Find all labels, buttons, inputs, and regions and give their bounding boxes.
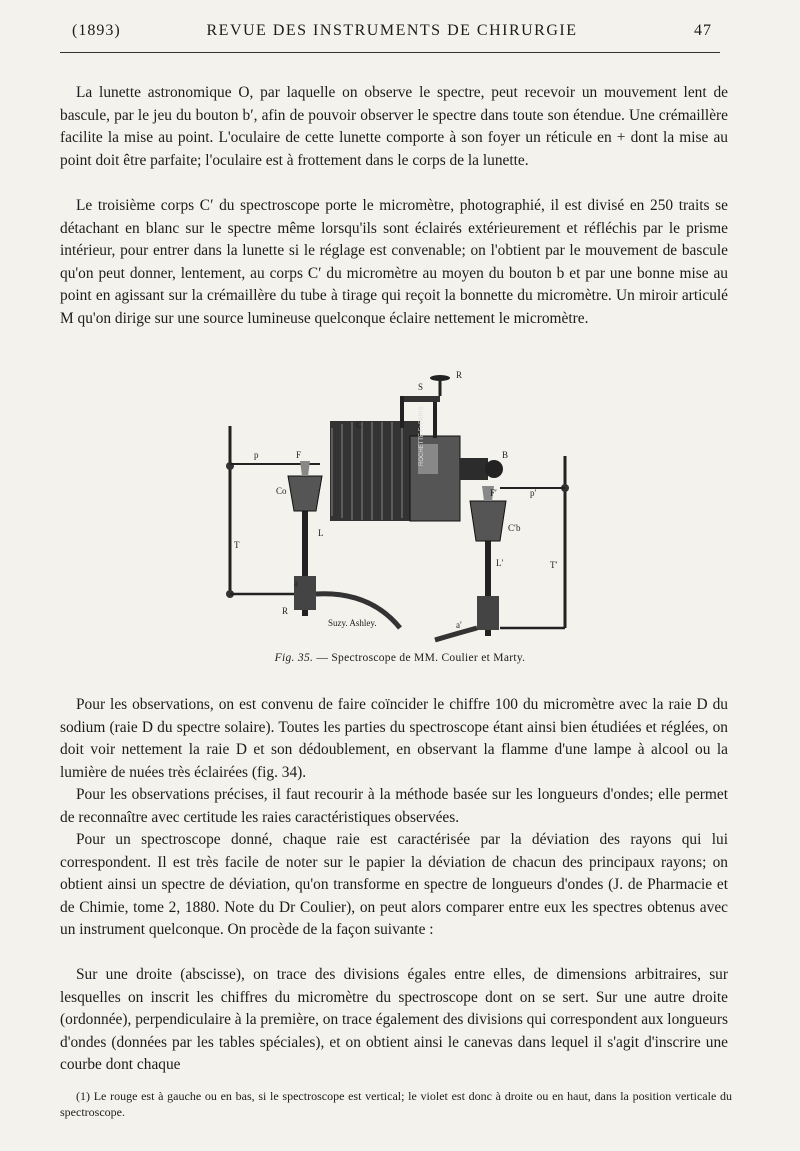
- fig-label-T: T: [234, 540, 240, 550]
- page-number: 47: [694, 22, 712, 39]
- header-year: (1893): [72, 22, 121, 39]
- fig-label-C: C: [356, 420, 363, 430]
- fig-label-T-prime: T′: [550, 560, 558, 570]
- footnote: (1) Le rouge est à gauche ou en bas, si le spectroscope est vertical; le violet est donc à droite ou en haut, dans la position verticale du spectroscope.: [60, 1089, 732, 1119]
- paragraph-spectre-deviation: Pour un spectroscope donné, chaque raie est caractérisée par la déviation des rayons qui lui correspondent. Il est très facile de noter sur le papier la déviation de chacun des principaux rayons; on obtient ainsi un spectre de déviation, qu'on transforme en spectre de longueurs d'ondes (J. de Pharmacie et de Chimie, tome 2, 1880. Note du Dr Coulier), on peut alors comparer entre eux les spectres obtenus avec un instrument quelconque. On procède de la façon suivante :: [60, 831, 728, 939]
- paragraph-observations-precises: Pour les observations précises, il faut recourir à la méthode basée sur les longueurs d'ondes; elle permet de reconnaître avec certitude les raies caractéristiques observées.: [60, 786, 728, 826]
- fig-label-F-prime: F′: [490, 488, 497, 498]
- fig-label-S: S: [418, 382, 424, 392]
- spectroscope-illustration: [220, 366, 580, 646]
- figure-number: Fig. 35.: [274, 652, 314, 664]
- fig-label-L-prime: L′: [496, 558, 504, 568]
- instrument-inscription: ROCHETTE Fr PARIS: [419, 406, 425, 466]
- fig-label-p: p: [254, 450, 259, 460]
- figure-caption: [60, 652, 740, 664]
- fig-label-B: B: [502, 450, 509, 460]
- header-rule: [60, 52, 720, 53]
- fig-label-a: a: [294, 578, 298, 588]
- fig-label-R-lower: R: [282, 606, 289, 616]
- paragraph-lunette: La lunette astronomique O, par laquelle on observe le spectre, peut recevoir un mouvement lent de bascule, par le jeu du bouton b′, afin de pouvoir observer le spectre dans toute son étendue. Une crémaillère facilite la mise au point. L'oculaire de cette lunette comporte à son foyer un réticule en + dont la mise au point doit être parfaite; l'oculaire est à frottement dans le corps de la lunette.: [60, 84, 728, 169]
- paragraph-micrometre: Le troisième corps C′ du spectroscope porte le micromètre, photographié, il est divisé en 250 traits se détachant en blanc sur le spectre même lorsqu'ils sont éclairés extérieurement et réfléchis par le prisme intérieur, pour entrer dans la lunette si le réglage est convenable; on l'obtient par le mouvement de bascule qu'on peut donner, lentement, au corps C′ du micromètre au moyen du bouton b et par une bonne mise au point en agissant sur la crémaillère du tube à tirage qui reçoit la bonnette du micromètre. Un miroir articulé M qu'on dirige sur une source lumineuse quelconque éclaire nettement le micromètre.: [60, 197, 728, 327]
- fig-label-R: R: [456, 370, 463, 380]
- fig-label-F: F: [296, 450, 302, 460]
- fig-label-Cb: C′b: [508, 523, 521, 533]
- spectroscope-figure: [220, 366, 580, 646]
- header-title: REVUE DES INSTRUMENTS DE CHIRURGIE: [206, 22, 578, 39]
- fig-label-p-prime: p′: [530, 488, 537, 498]
- paragraph-observations: Pour les observations, on est convenu de faire coïncider le chiffre 100 du micromètre avec la raie D du sodium (raie D du spectre solaire). Toutes les parties du spectroscope étant ainsi bien étudiées et réglées, on doit voir nettement la raie D et son dédoublement, en observant la flamme d'une lampe à alcool ou la lumière de nuées très éclairées (fig. 34).: [60, 696, 728, 781]
- figure-caption-text: — Spectroscope de MM. Coulier et Marty.: [316, 652, 526, 664]
- fig-label-Co: Co: [276, 486, 287, 496]
- engraver-signature: Suzy. Ashley.: [328, 618, 377, 628]
- fig-label-a-prime: a′: [456, 620, 462, 630]
- fig-label-L: L: [318, 528, 324, 538]
- paragraph-abscisse: Sur une droite (abscisse), on trace des divisions égales entre elles, de dimensions arbitraires, sur lesquelles on inscrit les chiffres du micromètre du spectroscope dont on se sert. Sur une autre droite (ordonnée), perpendiculaire à la première, on trace également des divisions qui correspondent aux longueurs d'ondes (données par les tables spéciales), et on obtient ainsi le canevas dans lequel il s'agit d'inscrire une courbe dont chaque: [60, 966, 728, 1074]
- running-header: [72, 22, 712, 48]
